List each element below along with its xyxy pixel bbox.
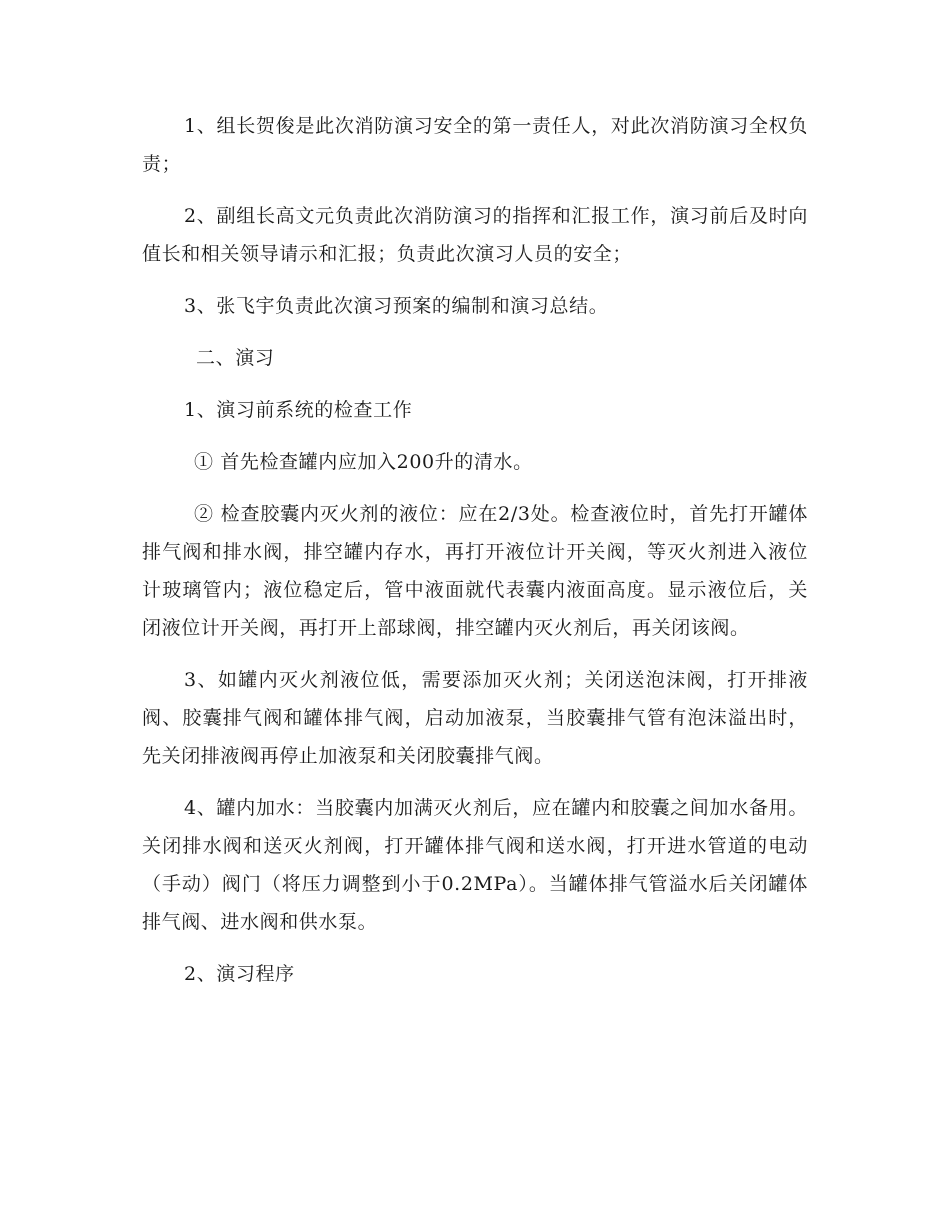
step-check-level: ② 检查胶囊内灭火剂的液位：应在2/3处。检查液位时，首先打开罐体排气阀和排水阀，排空罐内存水，再打开液位计开关阀，等灭火剂进入液位计玻璃管内；液位稳定后，管中液面就代表囊内液面高度。显示液位后，关闭液位计开关阀，再打开上部球阀，排空罐内灭火剂后，再关闭该阀。 [142,503,808,639]
subheading-drill-procedure: 2、演习程序 [184,963,295,985]
step-add-water: ① 首先检查罐内应加入200升的清水。 [194,451,533,473]
section-heading-drill: 二、演习 [196,347,275,369]
subheading-pre-drill-check: 1、演习前系统的检查工作 [184,399,413,421]
document-body [142,107,808,1007]
paragraph-deputy-responsibility: 2、副组长高文元负责此次消防演习的指挥和汇报工作，演习前后及时向值长和相关领导请示和汇报；负责此次演习人员的安全； [142,205,808,265]
paragraph-tank-water: 4、罐内加水：当胶囊内加满灭火剂后，应在罐内和胶囊之间加水备用。关闭排水阀和送灭火剂阀，打开罐体排气阀和送水阀，打开进水管道的电动（手动）阀门（将压力调整到小于0.2MPa）。当罐体排气管溢水后关闭罐体排气阀、进水阀和供水泵。 [142,797,808,933]
paragraph-add-agent: 3、如罐内灭火剂液位低，需要添加灭火剂；关闭送泡沫阀，打开排液阀、胶囊排气阀和罐体排气阀，启动加液泵，当胶囊排气管有泡沫溢出时，先关闭排液阀再停止加液泵和关闭胶囊排气阀。 [142,669,808,767]
paragraph-leader-responsibility: 1、组长贺俊是此次消防演习安全的第一责任人，对此次消防演习全权负责； [142,115,808,175]
paragraph-plan-author: 3、张飞宇负责此次演习预案的编制和演习总结。 [184,295,609,317]
